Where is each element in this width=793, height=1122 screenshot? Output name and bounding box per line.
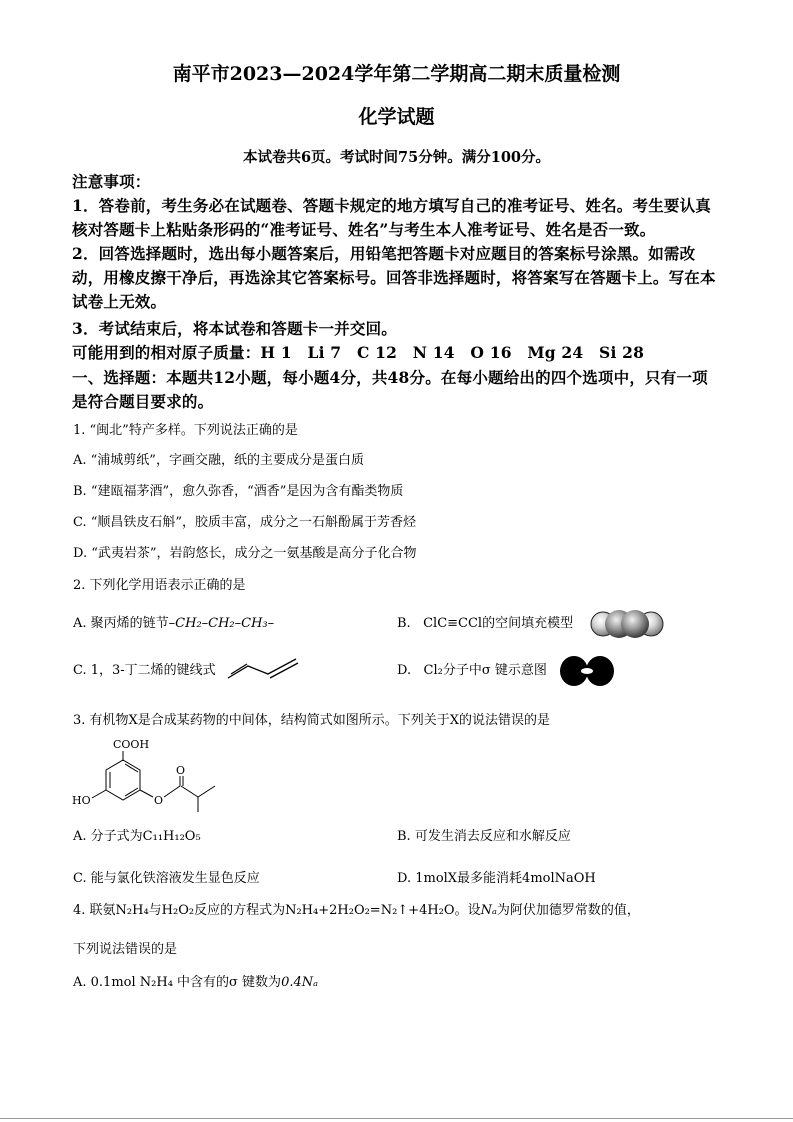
q3-option-a (73, 828, 201, 846)
notice-item-3: 3．考试结束后，将本试卷和答题卡一并交回。 (72, 319, 397, 338)
q2-b-formula: ClC≡CCl (423, 616, 483, 631)
q2-option-a (73, 615, 274, 633)
ho-label: HO (72, 794, 91, 807)
butadiene-skeletal-formula (226, 656, 302, 682)
exam-title: 南平市2023—2024学年第二学期高二期末质量检测 (172, 63, 621, 85)
q2-d-formula: Cl₂ (423, 663, 443, 678)
q2-a-formula: –CH₂–CH₂–CH₃– (168, 616, 275, 631)
q2-d-label: D. (397, 663, 412, 678)
ester-o-label: O (154, 794, 164, 807)
q2-option-d (397, 662, 547, 680)
space-filling-model-icon (589, 607, 665, 641)
atomic-masses: 可能用到的相对原子质量：H 1 Li 7 C 12 N 14 O 16 Mg 24 Si 28 (72, 343, 645, 362)
q4-stem-line-2: 下列说法错误的是 (73, 942, 178, 957)
q4-equation: N₂H₄+2H₂O₂=N₂↑+4H₂O (285, 903, 455, 918)
q2-option-c (73, 662, 216, 680)
q2-d-text-2: 键示意图 (494, 663, 547, 678)
q4-stem (73, 902, 733, 920)
q4-a-text-2: 键数为 (237, 975, 282, 990)
exam-info: 本试卷共6页。考试时间75分钟。满分100分。 (242, 149, 551, 166)
q4-option-a (73, 974, 723, 992)
q1-option-d: D. “武夷岩茶”，岩韵悠长，成分之一氨基酸是高分子化合物 (73, 546, 417, 561)
q1-stem: 1. “闽北”特产多样。下列说法正确的是 (73, 423, 298, 438)
q2-b-label: B. (397, 616, 411, 631)
q2-option-b (397, 615, 573, 633)
q2-c-text: C. 1，3-丁二烯的键线式 (73, 663, 216, 678)
exam-subtitle: 化学试题 (358, 106, 435, 128)
q4-a-value: 0.4Nₐ (281, 975, 318, 990)
compound-x-structure (70, 736, 230, 816)
q2-b-text: 的空间填充模型 (482, 616, 574, 631)
q1-option-b: B. “建瓯福茅酒”，愈久弥香，“酒香”是因为含有酯类物质 (73, 484, 404, 499)
q2-a-label: A. 聚丙烯的链节 (73, 616, 169, 631)
cooh-label: COOH (113, 738, 150, 751)
q2-d-sigma: σ (481, 663, 491, 678)
q4-a-text: A. 0.1mol N₂H₄ 中含有的 (73, 975, 230, 990)
q3-a-label: A. 分子式为 (73, 829, 143, 844)
carbonyl-o-label: O (176, 764, 186, 777)
notice-heading: 注意事项： (72, 172, 151, 191)
q4-stem-3: 为阿伏加德罗常数的值， (496, 903, 640, 918)
notice-item-2: 2．回答选择题时，选出每小题答案后，用铅笔把答题卡对应题目的答案标号涂黑。如需改动，用橡皮擦干净后，再选涂其它答案标号。回答非选择题时，将答案写在答题卡上。写在本试卷上无效。 (72, 244, 716, 311)
q3-a-formula: C₁₁H₁₂O₅ (142, 829, 201, 844)
q4-a-sigma: σ (229, 975, 238, 990)
q1-option-c: C. “顺昌铁皮石斛”，胶质丰富，成分之一石斛酚属于芳香烃 (73, 515, 417, 530)
q4-stem-2: 。设 (454, 903, 481, 918)
q3-option-b: B. 可发生消去反应和水解反应 (397, 829, 571, 844)
q2-d-text-1: 分子中 (442, 663, 482, 678)
page-bottom-divider (0, 1118, 793, 1119)
section-1-heading: 一、选择题：本题共12小题，每小题4分，共48分。在每小题给出的四个选项中，只有一项是符合题目要求的。 (72, 368, 708, 411)
q1-option-a: A. “浦城剪纸”，字画交融，纸的主要成分是蛋白质 (73, 453, 364, 468)
q4-na: Nₐ (480, 903, 497, 918)
q3-option-d: D. 1molX最多能消耗4molNaOH (397, 871, 596, 886)
notice-item-1: 1．答卷前，考生务必在试题卷、答题卡规定的地方填写自己的准考证号、姓名。考生要认真核对答题卡上粘贴条形码的“准考证号、姓名”与考生本人准考证号、姓名是否一致。 (72, 196, 711, 239)
q3-stem: 3. 有机物X是合成某药物的中间体，结构简式如图所示。下列关于X的说法错误的是 (73, 713, 551, 728)
q4-stem-1: 4. 联氨N₂H₄与H₂O₂反应的方程式为 (73, 903, 286, 918)
q2-stem: 2. 下列化学用语表示正确的是 (73, 578, 246, 593)
sigma-bond-diagram-icon (559, 652, 615, 690)
q3-option-c: C. 能与氯化铁溶液发生显色反应 (73, 871, 260, 886)
